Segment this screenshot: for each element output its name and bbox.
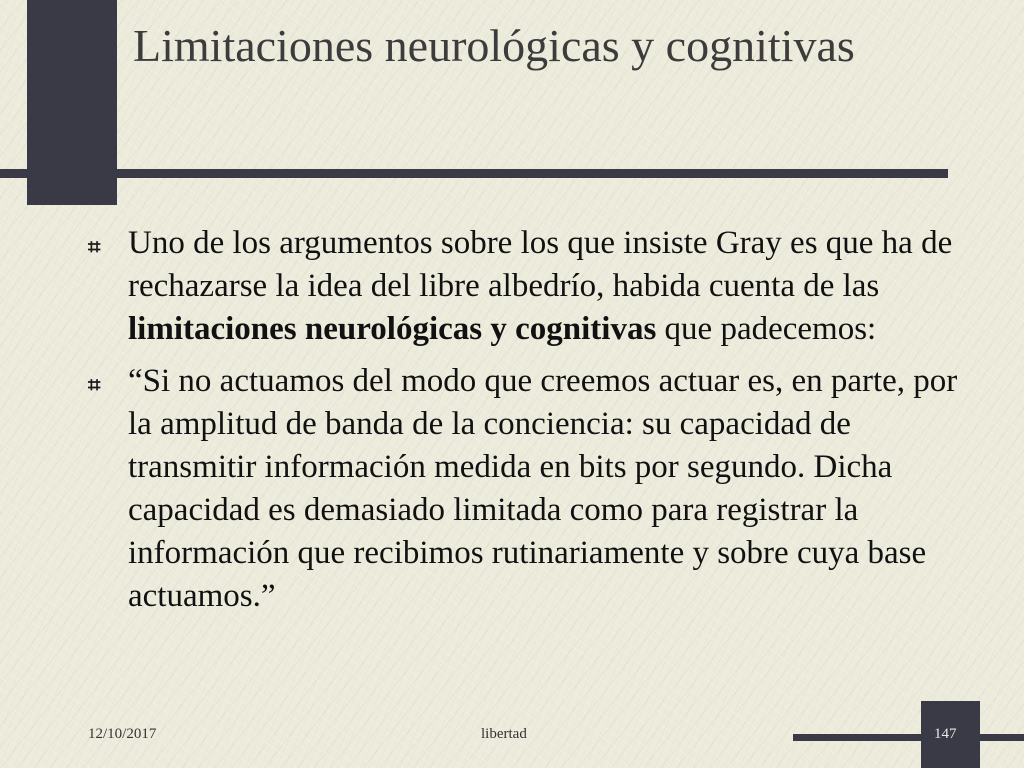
bullet-text [128,222,968,351]
bold-phrase: limitaciones neurológicas y cognitivas [128,311,657,347]
bullet-text: “Si no actuamos del modo que creemos actuar es, en parte, por la amplitud de banda de la conciencia: su capacidad de transmitir información medida en bits por segundo. Dicha capacidad es demasiado limitada como para registrar la información que recibimos rutinariamente y sobre cuya base actuamos.” [128,363,958,614]
footer-date: 12/10/2017 [88,726,157,742]
bullet-item [88,360,968,618]
bullet-text-part: que padecemos: [656,311,877,347]
bullet-list [88,222,968,627]
bullet-text-part: Uno de los argumentos sobre los que insiste Gray es que ha de rechazarse la idea del libre albedrío, habida cuenta de las [128,225,953,304]
page-number: 147 [934,726,957,742]
footer-rule [793,734,1024,741]
hash-bullet-icon: ⌗ [88,373,101,398]
slide-title: Limitaciones neurológicas y cognitivas [133,20,855,71]
title-underline-rule [0,169,948,178]
hash-bullet-icon: ⌗ [88,235,101,260]
footer-topic: libertad [481,726,527,742]
bullet-item [88,222,968,351]
